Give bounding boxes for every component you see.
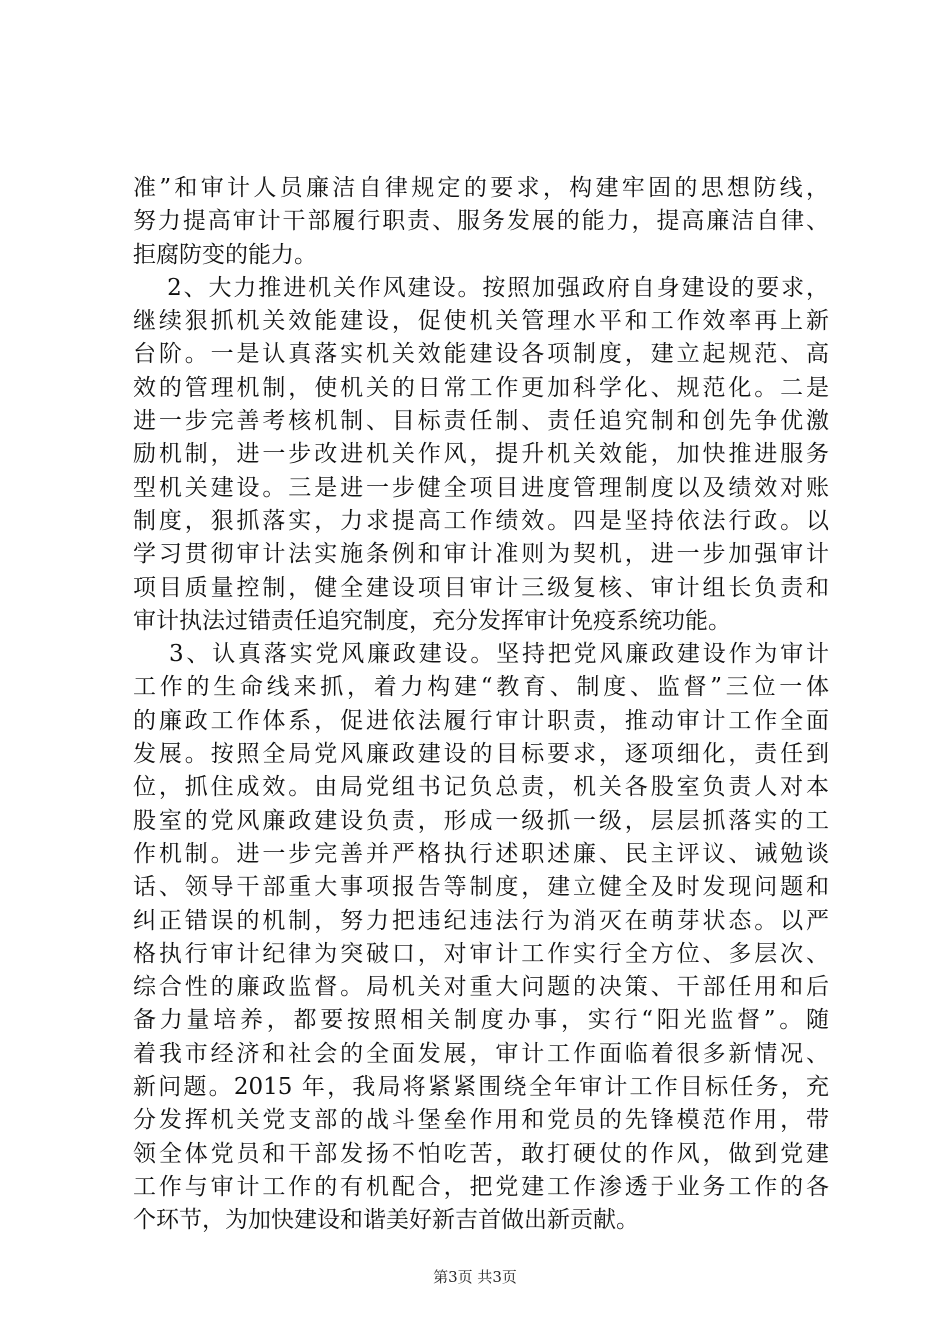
text-line: 效的管理机制，使机关的日常工作更加科学化、规范化。二是 bbox=[133, 374, 829, 401]
text-line: 制度，狠抓落实，力求提高工作绩效。四是坚持依法行政。以 bbox=[133, 507, 829, 534]
text-line: 个环节，为加快建设和谐美好新吉首做出新贡献。 bbox=[133, 1207, 639, 1234]
text-line: 作机制。进一步完善并严格执行述职述廉、民主评议、诫勉谈 bbox=[133, 840, 829, 867]
text-line: 拒腐防变的能力。 bbox=[133, 241, 317, 268]
text-line: 领全体党员和干部发扬不怕吃苦，敢打硬仗的作风，做到党建 bbox=[133, 1140, 829, 1167]
text-line: 项目质量控制，健全建设项目审计三级复核、审计组长负责和 bbox=[133, 574, 829, 601]
text-line: 2、大力推进机关作风建设。按照加强政府自身建设的要求， bbox=[133, 274, 829, 301]
page-footer: 第3页 共3页 bbox=[433, 1268, 517, 1286]
text-line: 型机关建设。三是进一步健全项目进度管理制度以及绩效对账 bbox=[133, 474, 829, 501]
text-line: 工作与审计工作的有机配合，把党建工作渗透于业务工作的各 bbox=[133, 1173, 829, 1200]
text-line: 位，抓住成效。由局党组书记负总责，机关各股室负责人对本 bbox=[133, 774, 829, 801]
text-line: 进一步完善考核机制、目标责任制、责任追究制和创先争优激 bbox=[133, 408, 829, 435]
text-line: 工作的生命线来抓，着力构建“教育、制度、监督”三位一体 bbox=[133, 674, 829, 701]
text-line: 审计执法过错责任追究制度，充分发挥审计免疫系统功能。 bbox=[133, 607, 731, 634]
text-line: 话、领导干部重大事项报告等制度，建立健全及时发现问题和 bbox=[133, 874, 829, 901]
document-body bbox=[133, 172, 829, 1238]
text-line: 综合性的廉政监督。局机关对重大问题的决策、干部任用和后 bbox=[133, 974, 829, 1001]
text-line: 分发挥机关党支部的战斗堡垒作用和党员的先锋模范作用，带 bbox=[133, 1107, 829, 1134]
text-line: 纠正错误的机制，努力把违纪违法行为消灭在萌芽状态。以严 bbox=[133, 907, 829, 934]
text-line: 的廉政工作体系，促进依法履行审计职责，推动审计工作全面 bbox=[133, 707, 829, 734]
text-line: 格执行审计纪律为突破口，对审计工作实行全方位、多层次、 bbox=[133, 940, 829, 967]
text-line: 备力量培养，都要按照相关制度办事，实行“阳光监督”。随 bbox=[133, 1007, 829, 1034]
text-line: 努力提高审计干部履行职责、服务发展的能力，提高廉洁自律、 bbox=[133, 208, 829, 235]
text-line: 励机制，进一步改进机关作风，提升机关效能，加快推进服务 bbox=[133, 441, 829, 468]
text-line: 新问题。2015 年，我局将紧紧围绕全年审计工作目标任务，充 bbox=[133, 1074, 829, 1101]
text-line: 继续狠抓机关效能建设，促使机关管理水平和工作效率再上新 bbox=[133, 308, 829, 335]
text-line: 台阶。一是认真落实机关效能建设各项制度，建立起规范、高 bbox=[133, 341, 829, 368]
text-line: 着我市经济和社会的全面发展，审计工作面临着很多新情况、 bbox=[133, 1040, 829, 1067]
text-line: 准”和审计人员廉洁自律规定的要求，构建牢固的思想防线， bbox=[133, 175, 829, 201]
text-line: 学习贯彻审计法实施条例和审计准则为契机，进一步加强审计 bbox=[133, 541, 829, 568]
text-line: 股室的党风廉政建设负责，形成一级抓一级，层层抓落实的工 bbox=[133, 807, 829, 834]
text-line: 发展。按照全局党风廉政建设的目标要求，逐项细化，责任到 bbox=[133, 741, 829, 768]
text-line: 3、认真落实党风廉政建设。坚持把党风廉政建设作为审计 bbox=[133, 641, 829, 668]
